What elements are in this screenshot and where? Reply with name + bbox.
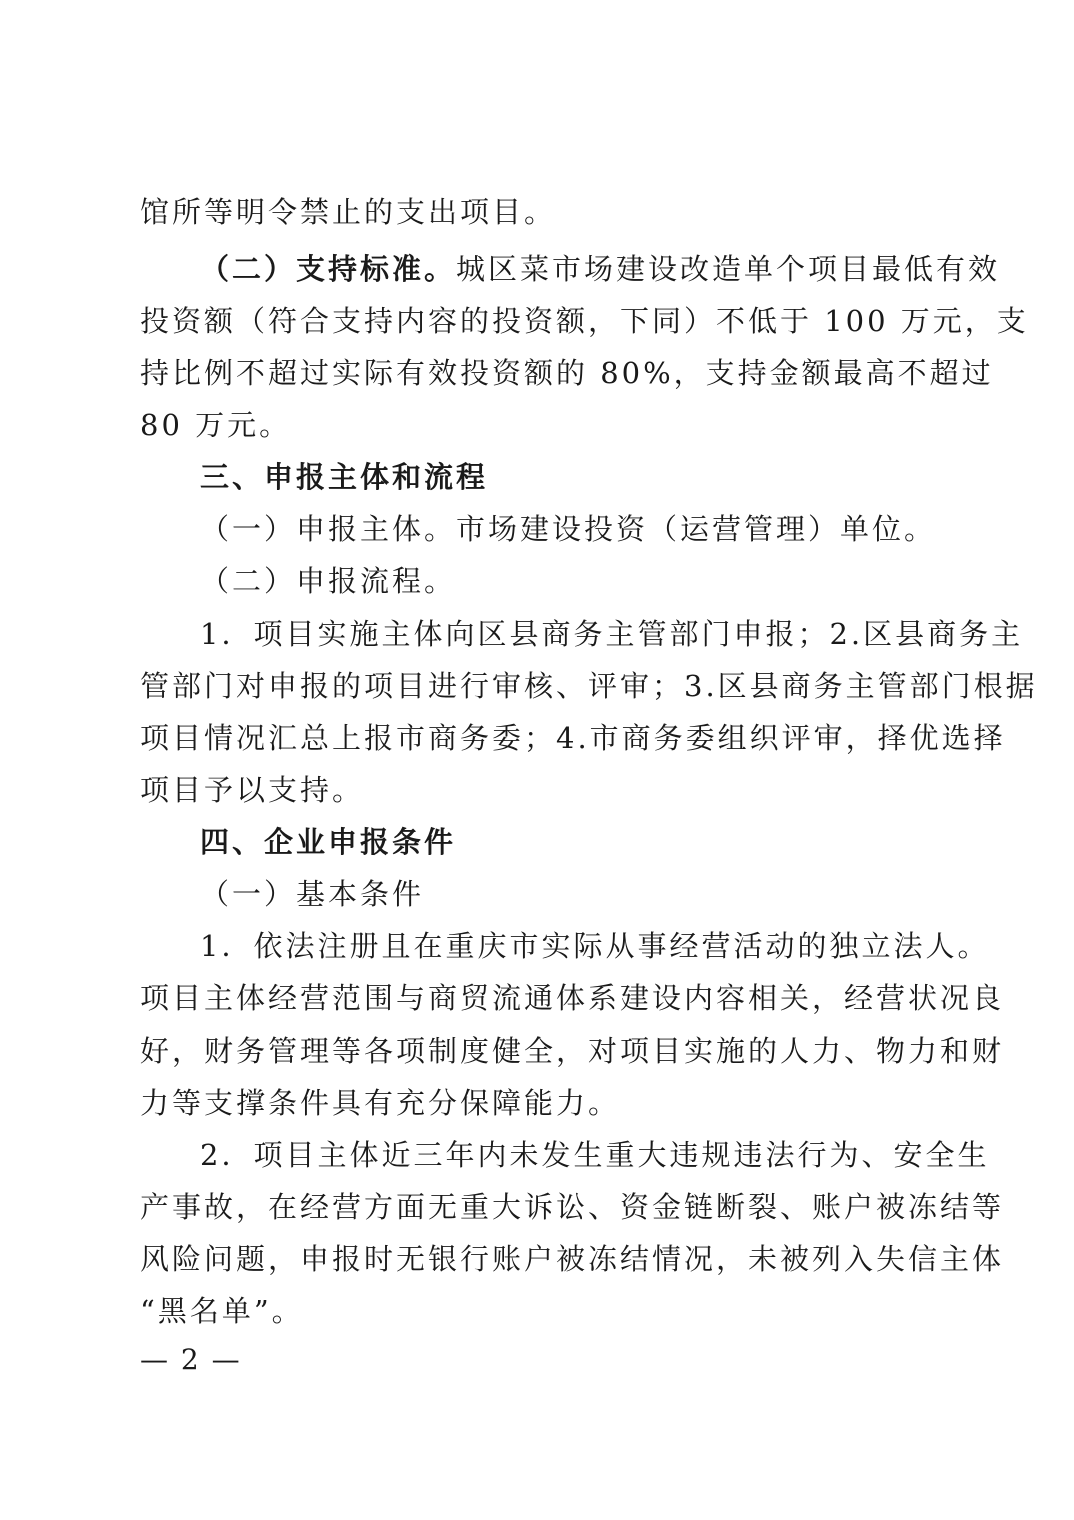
text-line: 好，财务管理等各项制度健全，对项目实施的人力、物力和财 bbox=[140, 1034, 1005, 1068]
text-line: （二）申报流程。 bbox=[200, 564, 457, 598]
section-heading: 三、申报主体和流程 bbox=[200, 460, 489, 494]
inline-heading: （二）支持标准。 bbox=[200, 252, 457, 286]
text-line: 投资额（符合支持内容的投资额，下同）不低于 100 万元，支 bbox=[140, 304, 1029, 338]
text-line: “黑名单”。 bbox=[140, 1294, 304, 1328]
text-line: 力等支撑条件具有充分保障能力。 bbox=[140, 1086, 621, 1120]
text-line: 项目情况汇总上报市商务委；4.市商务委组织评审，择优选择 bbox=[140, 721, 1006, 755]
text-line: 持比例不超过实际有效投资额的 80%，支持金额最高不超过 bbox=[140, 356, 994, 390]
text-line: 风险问题，申报时无银行账户被冻结情况，未被列入失信主体 bbox=[140, 1242, 1005, 1276]
text-line: （一）基本条件 bbox=[200, 877, 425, 911]
text-line: 80 万元。 bbox=[140, 408, 292, 442]
text-line: 管部门对申报的项目进行审核、评审；3.区县商务主管部门根据 bbox=[140, 669, 1038, 703]
text-line: 1．依法注册且在重庆市实际从事经营活动的独立法人。 bbox=[200, 929, 990, 963]
text-line: 产事故，在经营方面无重大诉讼、资金链断裂、账户被冻结等 bbox=[140, 1190, 1005, 1224]
section-heading: 四、企业申报条件 bbox=[200, 825, 457, 859]
text-line: 1．项目实施主体向区县商务主管部门申报；2.区县商务主 bbox=[200, 617, 1024, 651]
text-line: 馆所等明令禁止的支出项目。 bbox=[140, 195, 557, 229]
text-line: （一）申报主体。市场建设投资（运营管理）单位。 bbox=[200, 512, 937, 546]
text-line bbox=[200, 249, 1001, 289]
page-number: — 2 — bbox=[140, 1343, 242, 1376]
text-run: 城区菜市场建设改造单个项目最低有效 bbox=[456, 252, 1001, 286]
text-line: 项目主体经营范围与商贸流通体系建设内容相关，经营状况良 bbox=[140, 981, 1005, 1015]
text-line: 项目予以支持。 bbox=[140, 773, 365, 807]
text-line: 2．项目主体近三年内未发生重大违规违法行为、安全生 bbox=[200, 1138, 990, 1172]
